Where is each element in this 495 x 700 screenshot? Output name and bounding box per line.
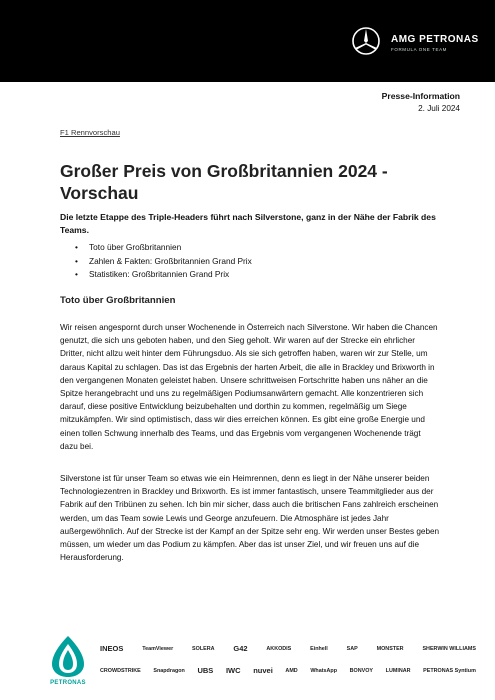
header-bar (0, 0, 495, 82)
petronas-drop-icon (48, 634, 88, 678)
sponsor-footer (0, 628, 495, 700)
sponsor-logo: MONSTER (376, 645, 404, 652)
list-item: • Toto über Großbritannien (75, 241, 252, 255)
sponsor-logo: Einhell (310, 645, 328, 652)
mercedes-star-icon (351, 26, 381, 56)
sponsor-logo: SAP (346, 645, 358, 652)
sponsor-logo: AMD (285, 667, 298, 674)
sponsor-logo: UBS (197, 666, 214, 675)
sponsor-logo: nuvei (253, 666, 273, 675)
sponsor-logo: SHERWIN WILLIAMS (422, 645, 476, 652)
sponsor-logo: AKKODIS (266, 645, 292, 652)
press-date: 2. Juli 2024 (418, 104, 460, 113)
sponsor-logo: TeamViewer (142, 645, 174, 652)
summary-list (75, 241, 252, 282)
petronas-logo (48, 634, 88, 694)
sponsor-logo: SOLERA (192, 645, 215, 652)
list-item: • Statistiken: Großbritannien Grand Prix (75, 268, 252, 282)
press-label: Presse-Information (381, 91, 460, 101)
sponsor-logo: WhatsApp (310, 667, 337, 674)
article-title: Großer Preis von Großbritannien 2024 - Vorschau (60, 161, 388, 203)
category-link[interactable]: F1 Rennvorschau (60, 128, 120, 137)
sponsor-logo: Snapdragon (153, 667, 185, 674)
team-logo-main: AMG PETRONAS (391, 34, 479, 45)
section-heading: Toto über Großbritannien (60, 295, 176, 306)
sponsor-logo: BONVOY (349, 667, 374, 674)
paragraph-1: Wir reisen angespornt durch unser Wochenende in Österreich nach Silverstone. Wir haben die Chancen genutzt, die sich uns geboten haben, und den Sieg geholt. Wir waren auf der Strecke ein ehrlicher Dritter, nicht allzu weit hinter dem Führungsduo. Als sie sich getroffen haben, waren wir zur Stelle, um daraus Kapital zu schlagen. Das ist das Ergebnis der harten Arbeit, die alle in Brackley und Brixworth in den vergangenen Monaten geleistet haben. Unsere schrittweisen Fortschritte haben uns näher an die Spitze herangebracht und uns zu regelmäßigen Podiumsanwärtern gemacht. Alle konzentrieren sich darauf, diese positive Entwicklung beizubehalten und dorthin zu kommen, regelmäßig um Siege mitzukämpfen. Wir sind optimistisch, dass wir dies erreichen können. Es gibt eine große Energie und einen tollen Schwung innerhalb des Teams, und das Ergebnis vom vergangenen Wochenende trägt dazu bei. (60, 323, 438, 451)
sponsor-row-2 (100, 666, 476, 675)
sponsor-logo: PETRONAS Syntium (423, 667, 476, 674)
sponsor-logo: CROWDSTRIKE (100, 667, 141, 674)
article-lead: Die letzte Etappe des Triple-Headers führt nach Silverstone, ganz in der Nähe der Fabrik des Teams. (60, 212, 436, 235)
paragraph-2: Silverstone ist für unser Team so etwas wie ein Heimrennen, denn es liegt in der Nähe unserer beiden Technologiezentren in Brackley und Brixworth. Es ist immer fantastisch, unsere Teammitglieder aus der Fabrik auf den Tribünen zu sehen. Ich bin mir sicher, dass auch die britischen Fans zahlreich erscheinen werden, um das Team sowie Lewis und George anzufeuern. Die Atmosphäre ist jedes Jahr außergewöhnlich. Auf der Strecke ist der Kampf an der Spitze sehr eng. Wir werden unser Bestes geben müssen, um wieder um das Podium zu kämpfen. Aber das ist unser Ziel, und wir freuen uns auf die Herausforderung. (60, 474, 440, 563)
sponsor-logo: G42 (233, 644, 248, 653)
sponsor-logo: LUMINAR (385, 667, 411, 674)
team-logo[interactable] (351, 24, 481, 64)
sponsor-logo: IWC (225, 666, 241, 675)
sponsor-row-1 (100, 644, 476, 653)
list-item: • Zahlen & Fakten: Großbritannien Grand Prix (75, 255, 252, 269)
team-logo-sub: FORMULA ONE TEAM (391, 47, 448, 52)
sponsor-logo: INEOS (100, 644, 124, 653)
petronas-name: PETRONAS (50, 680, 86, 686)
